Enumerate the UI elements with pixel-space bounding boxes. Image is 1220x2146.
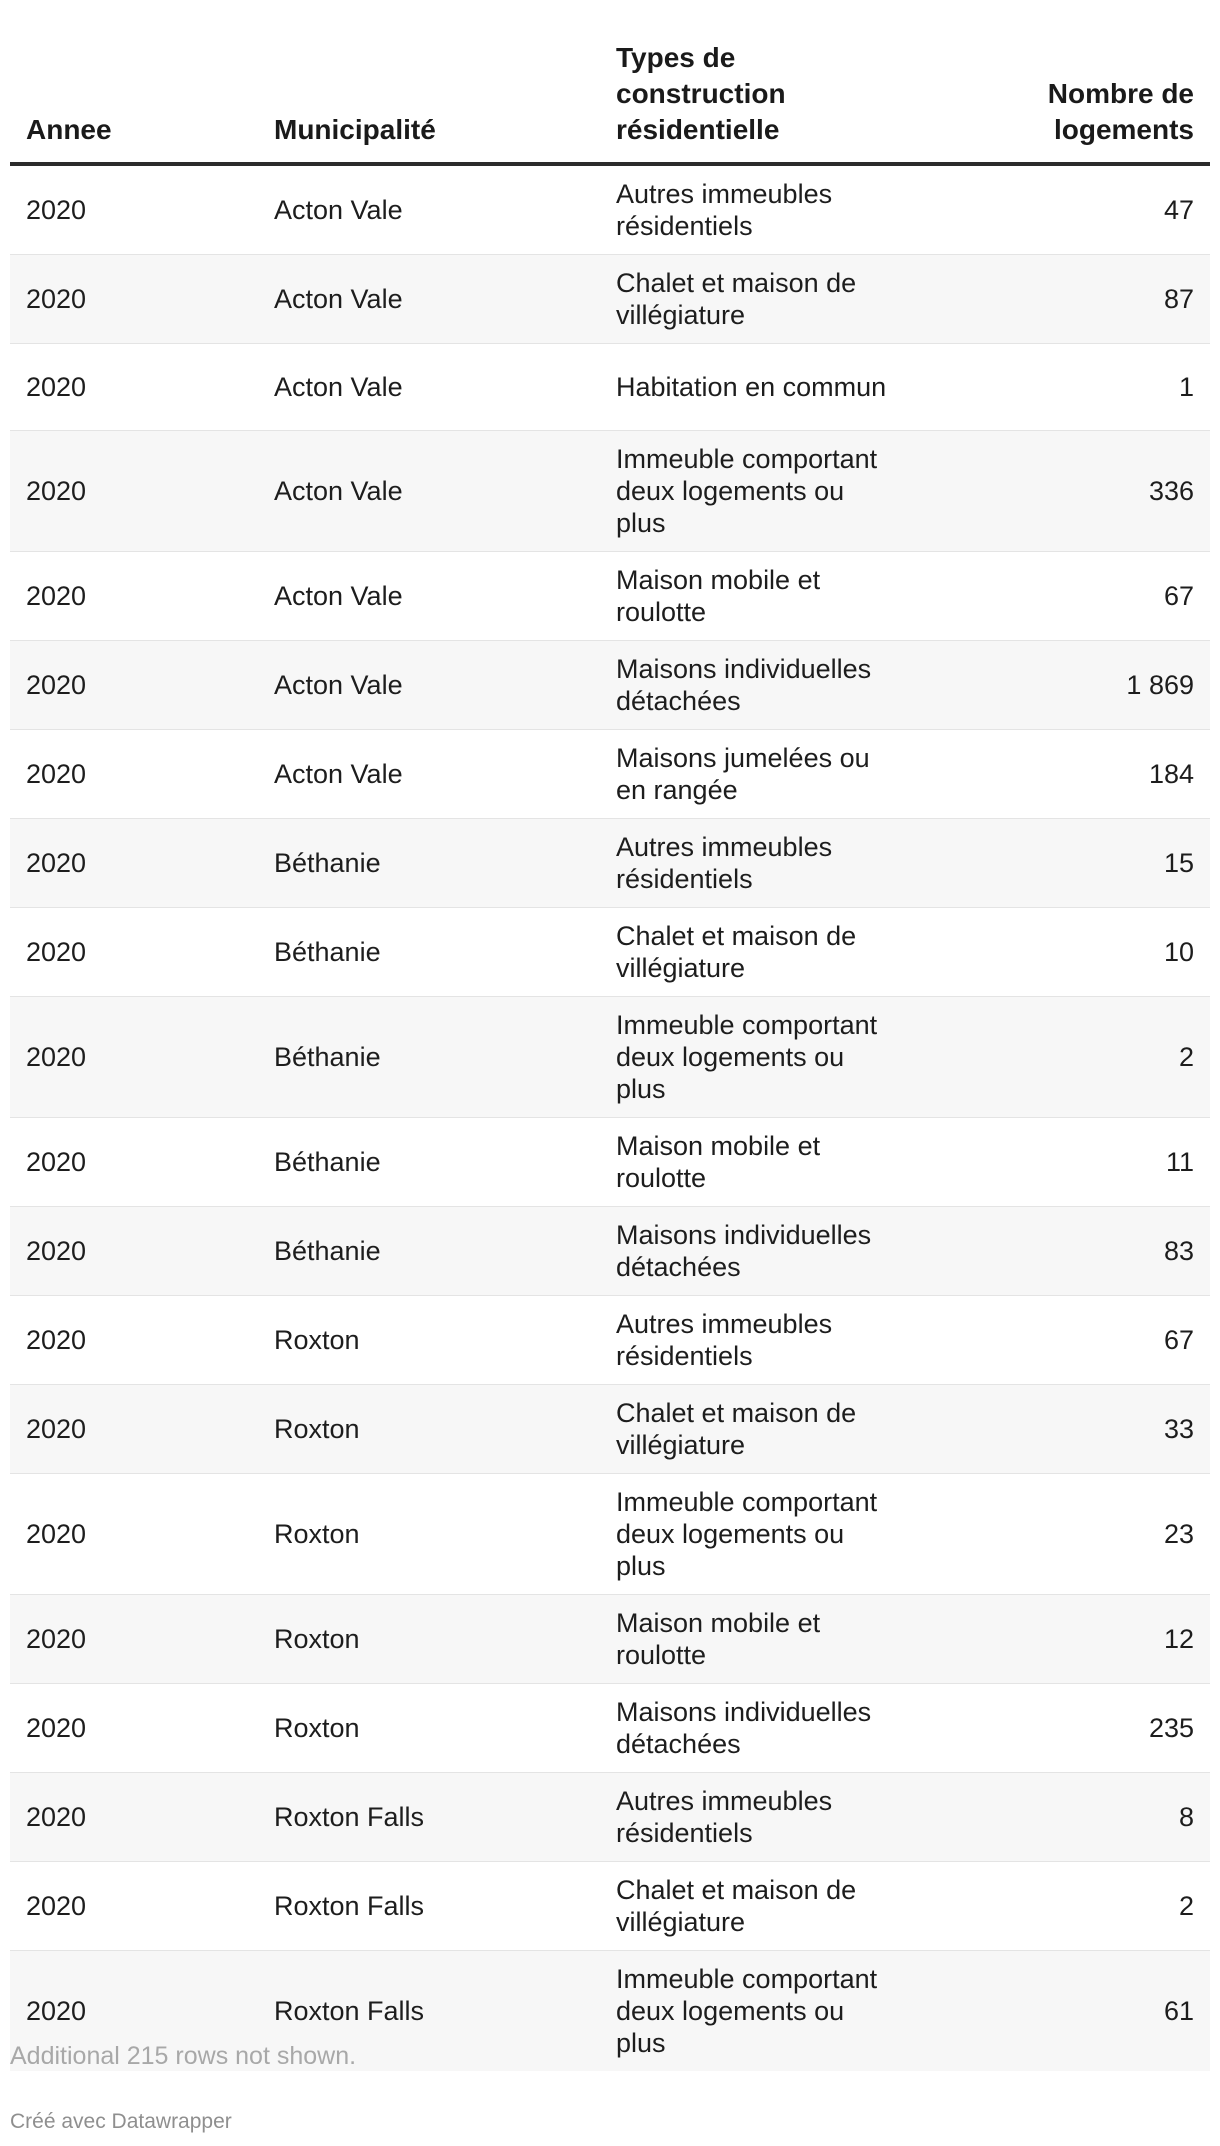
cell-type: Chalet et maison de villégiature xyxy=(600,908,910,997)
cell-count: 2 xyxy=(910,1862,1210,1951)
cell-municipality: Roxton xyxy=(258,1684,600,1773)
cell-year: 2020 xyxy=(10,1595,258,1684)
table-row xyxy=(10,164,1210,255)
cell-count: 12 xyxy=(910,1595,1210,1684)
cell-municipality: Roxton xyxy=(258,1296,600,1385)
table-row xyxy=(10,908,1210,997)
cell-count: 8 xyxy=(910,1773,1210,1862)
cell-year: 2020 xyxy=(10,1773,258,1862)
table-row xyxy=(10,1862,1210,1951)
table-row xyxy=(10,730,1210,819)
cell-count: 10 xyxy=(910,908,1210,997)
cell-municipality: Roxton Falls xyxy=(258,1951,600,2072)
cell-count: 1 869 xyxy=(910,641,1210,730)
table-row xyxy=(10,552,1210,641)
column-header-year[interactable]: Annee xyxy=(10,40,258,164)
table-row xyxy=(10,1773,1210,1862)
cell-year: 2020 xyxy=(10,819,258,908)
rows-not-shown-note: Additional 215 rows not shown. xyxy=(10,2042,357,2070)
cell-municipality: Roxton xyxy=(258,1474,600,1595)
cell-municipality: Roxton xyxy=(258,1385,600,1474)
cell-count: 47 xyxy=(910,164,1210,255)
table-row xyxy=(10,641,1210,730)
cell-type: Maisons jumelées ou en rangée xyxy=(600,730,910,819)
cell-type: Habitation en commun xyxy=(600,344,910,431)
cell-type: Maisons individuelles détachées xyxy=(600,641,910,730)
cell-count: 184 xyxy=(910,730,1210,819)
cell-count: 336 xyxy=(910,431,1210,552)
table-row xyxy=(10,1207,1210,1296)
cell-year: 2020 xyxy=(10,431,258,552)
cell-count: 235 xyxy=(910,1684,1210,1773)
cell-count: 2 xyxy=(910,997,1210,1118)
cell-year: 2020 xyxy=(10,1951,258,2072)
table-row xyxy=(10,255,1210,344)
table-row xyxy=(10,1385,1210,1474)
cell-year: 2020 xyxy=(10,1862,258,1951)
cell-municipality: Acton Vale xyxy=(258,164,600,255)
cell-municipality: Acton Vale xyxy=(258,552,600,641)
cell-municipality: Acton Vale xyxy=(258,255,600,344)
cell-year: 2020 xyxy=(10,552,258,641)
cell-year: 2020 xyxy=(10,641,258,730)
cell-municipality: Béthanie xyxy=(258,1207,600,1296)
cell-year: 2020 xyxy=(10,1296,258,1385)
cell-year: 2020 xyxy=(10,1385,258,1474)
cell-type: Maisons individuelles détachées xyxy=(600,1207,910,1296)
cell-count: 87 xyxy=(910,255,1210,344)
cell-count: 15 xyxy=(910,819,1210,908)
housing-data-table xyxy=(10,40,1210,2071)
column-header-type[interactable]: Types de construction résidentielle xyxy=(600,40,910,164)
cell-municipality: Acton Vale xyxy=(258,730,600,819)
cell-count: 11 xyxy=(910,1118,1210,1207)
cell-type: Maison mobile et roulotte xyxy=(600,1595,910,1684)
cell-count: 23 xyxy=(910,1474,1210,1595)
cell-type: Autres immeubles résidentiels xyxy=(600,819,910,908)
cell-type: Autres immeubles résidentiels xyxy=(600,1296,910,1385)
cell-count: 1 xyxy=(910,344,1210,431)
cell-type: Immeuble comportant deux logements ou plus xyxy=(600,1951,910,2072)
table-row xyxy=(10,431,1210,552)
table-row xyxy=(10,344,1210,431)
cell-municipality: Béthanie xyxy=(258,1118,600,1207)
cell-municipality: Béthanie xyxy=(258,997,600,1118)
cell-type: Immeuble comportant deux logements ou plus xyxy=(600,1474,910,1595)
cell-year: 2020 xyxy=(10,997,258,1118)
cell-year: 2020 xyxy=(10,1207,258,1296)
cell-type: Immeuble comportant deux logements ou plus xyxy=(600,431,910,552)
table-row xyxy=(10,997,1210,1118)
cell-municipality: Roxton xyxy=(258,1595,600,1684)
cell-municipality: Roxton Falls xyxy=(258,1773,600,1862)
column-header-count[interactable]: Nombre de logements xyxy=(910,40,1210,164)
table-row xyxy=(10,819,1210,908)
header-row xyxy=(10,40,1210,164)
cell-year: 2020 xyxy=(10,1474,258,1595)
cell-year: 2020 xyxy=(10,164,258,255)
cell-count: 67 xyxy=(910,1296,1210,1385)
table-row xyxy=(10,1474,1210,1595)
cell-municipality: Acton Vale xyxy=(258,641,600,730)
cell-type: Chalet et maison de villégiature xyxy=(600,1385,910,1474)
cell-municipality: Béthanie xyxy=(258,908,600,997)
cell-count: 67 xyxy=(910,552,1210,641)
cell-municipality: Béthanie xyxy=(258,819,600,908)
cell-municipality: Roxton Falls xyxy=(258,1862,600,1951)
cell-year: 2020 xyxy=(10,344,258,431)
cell-type: Maisons individuelles détachées xyxy=(600,1684,910,1773)
cell-year: 2020 xyxy=(10,1118,258,1207)
cell-type: Chalet et maison de villégiature xyxy=(600,1862,910,1951)
cell-year: 2020 xyxy=(10,255,258,344)
cell-count: 33 xyxy=(910,1385,1210,1474)
cell-year: 2020 xyxy=(10,908,258,997)
cell-type: Autres immeubles résidentiels xyxy=(600,164,910,255)
cell-municipality: Acton Vale xyxy=(258,344,600,431)
cell-type: Chalet et maison de villégiature xyxy=(600,255,910,344)
table-row xyxy=(10,1118,1210,1207)
table-row xyxy=(10,1595,1210,1684)
cell-year: 2020 xyxy=(10,1684,258,1773)
datawrapper-credit: Créé avec Datawrapper xyxy=(10,2110,232,2133)
cell-count: 83 xyxy=(910,1207,1210,1296)
table-header xyxy=(10,40,1210,164)
table-body xyxy=(10,164,1210,2071)
cell-type: Maison mobile et roulotte xyxy=(600,1118,910,1207)
cell-type: Maison mobile et roulotte xyxy=(600,552,910,641)
cell-type: Autres immeubles résidentiels xyxy=(600,1773,910,1862)
table-row xyxy=(10,1684,1210,1773)
cell-year: 2020 xyxy=(10,730,258,819)
cell-count: 61 xyxy=(910,1951,1210,2072)
cell-municipality: Acton Vale xyxy=(258,431,600,552)
cell-type: Immeuble comportant deux logements ou plus xyxy=(600,997,910,1118)
column-header-municipality[interactable]: Municipalité xyxy=(258,40,600,164)
table-row xyxy=(10,1296,1210,1385)
